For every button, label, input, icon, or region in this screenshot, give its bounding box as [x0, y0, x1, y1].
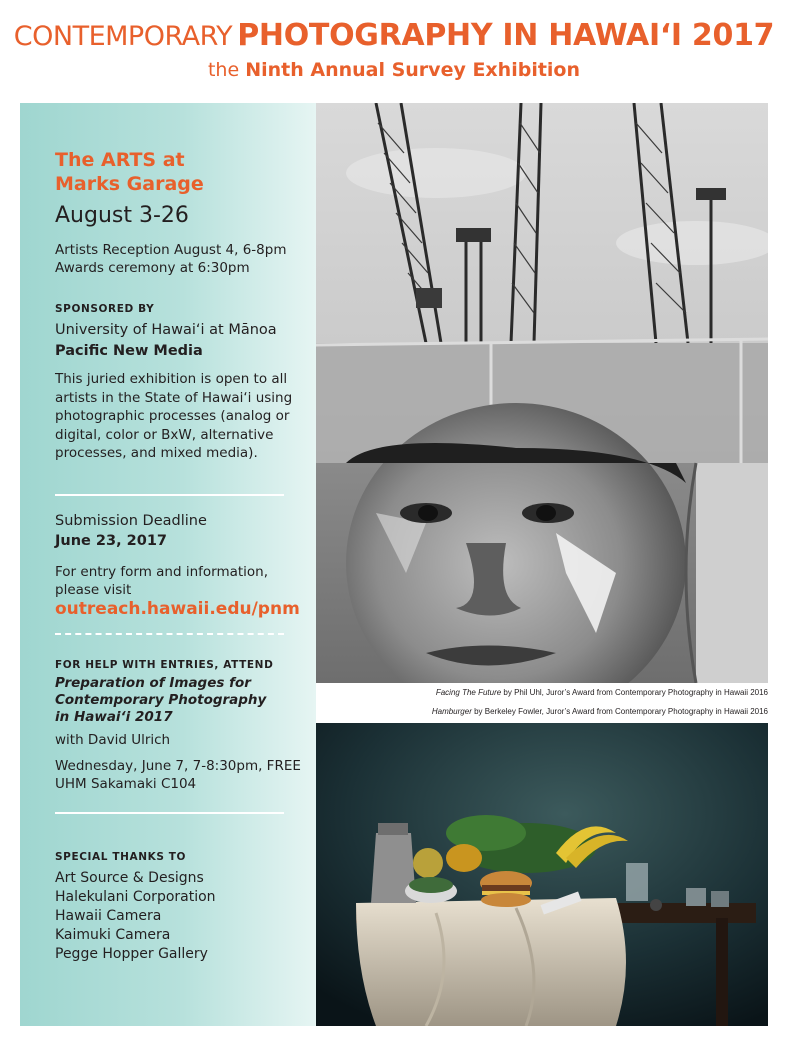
exhibition-description: This juried exhibition is open to all artists in the State of Hawai‘i using photographic processes (analog or digital, color or BxW, alternative processes, and mixed media).	[55, 371, 293, 461]
workshop-schedule	[55, 757, 301, 793]
title-light: CONTEMPORARY	[13, 21, 233, 52]
photo-facing-the-future	[316, 103, 768, 683]
entry-url-link[interactable]: outreach.hawaii.edu/pnm	[55, 599, 300, 619]
still-life-image	[316, 723, 768, 1026]
photo-hamburger	[316, 723, 768, 1026]
venue	[55, 148, 204, 196]
exhibition-title	[0, 18, 788, 53]
sponsor-university: University of Hawai‘i at Mānoa	[55, 322, 277, 338]
thanks-heading: SPECIAL THANKS TO	[55, 851, 187, 863]
cranes-mural-image	[316, 103, 768, 683]
list-item: Art Source & Designs	[55, 870, 204, 886]
dashed-divider	[55, 633, 284, 635]
thanks-list	[55, 869, 216, 964]
photo1-title: Facing The Future	[435, 688, 502, 697]
list-item: Halekulani Corporation	[55, 889, 216, 905]
reception-time: Artists Reception August 4, 6-8pm	[55, 242, 287, 258]
entry-info: For entry form and information, please visit	[55, 564, 269, 598]
photo2-credit: by Berkeley Fowler, Juror’s Award from Contemporary Photography in Hawaii 2016	[471, 707, 768, 716]
divider	[55, 812, 284, 814]
awards-time: Awards ceremony at 6:30pm	[55, 260, 250, 276]
workshop-instructor: with David Ulrich	[55, 732, 171, 748]
subtitle-bold: Ninth Annual Survey Exhibition	[245, 59, 581, 81]
title-bold: PHOTOGRAPHY IN HAWAI‘I 2017	[237, 18, 775, 53]
venue-line-2: Marks Garage	[55, 173, 204, 195]
workshop-when: Wednesday, June 7, 7-8:30pm, FREE	[55, 758, 301, 774]
sponsor-org: Pacific New Media	[55, 343, 203, 359]
divider	[55, 494, 284, 496]
submission-label: Submission Deadline	[55, 513, 207, 529]
submission-date: June 23, 2017	[55, 533, 168, 549]
exhibition-subtitle	[0, 59, 788, 81]
workshop-title: Preparation of Images for Contemporary Photography in Hawai‘i 2017	[55, 675, 267, 725]
reception-info	[55, 241, 286, 277]
info-sidebar	[20, 103, 316, 1026]
sponsored-heading: SPONSORED BY	[55, 303, 155, 315]
workshop-where: UHM Sakamaki C104	[55, 776, 197, 792]
photo2-title: Hamburger	[431, 707, 472, 716]
exhibition-dates: August 3-26	[55, 203, 189, 228]
photo1-caption	[436, 688, 768, 697]
workshop-heading: FOR HELP WITH ENTRIES, ATTEND	[55, 659, 274, 671]
photo2-caption	[432, 707, 768, 716]
list-item: Kaimuki Camera	[55, 927, 171, 943]
subtitle-the: the	[207, 59, 240, 81]
photo1-credit: by Phil Uhl, Juror’s Award from Contemporary Photography in Hawaii 2016	[501, 688, 768, 697]
list-item: Pegge Hopper Gallery	[55, 946, 208, 962]
list-item: Hawaii Camera	[55, 908, 162, 924]
venue-line-1: The ARTS at	[55, 149, 185, 171]
